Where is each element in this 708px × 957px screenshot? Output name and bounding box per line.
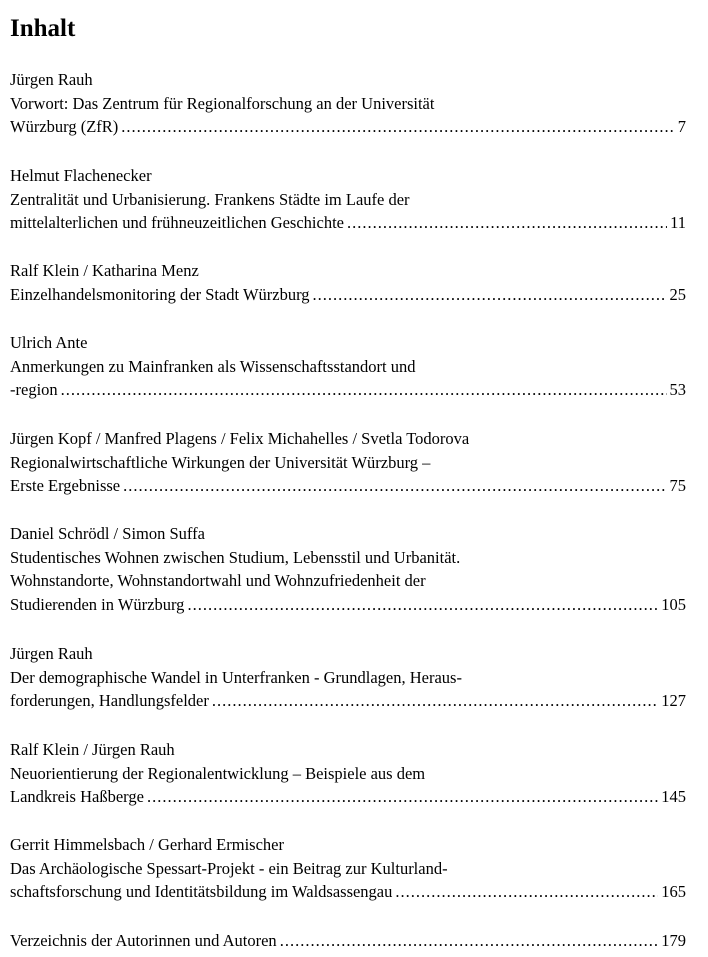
toc-entry: [10, 833, 686, 904]
toc-entry: [10, 68, 686, 139]
entry-title-line: Wohnstandorte, Wohnstandortwahl und Wohnzufriedenheit der: [10, 571, 426, 591]
entry-page-number: 127: [661, 691, 686, 711]
entry-authors: Jürgen Rauh: [10, 70, 93, 89]
entry-page-number: 75: [669, 476, 686, 496]
dot-leader: [147, 785, 658, 809]
entry-page-number: 53: [669, 380, 686, 400]
entry-title-end: Einzelhandelsmonitoring der Stadt Würzburg: [10, 284, 310, 304]
entry-final-line: [10, 211, 686, 235]
toc-entry: [10, 642, 686, 713]
entry-final-line: [10, 593, 686, 617]
entry-page-number: 145: [661, 787, 686, 807]
entry-authors: Helmut Flachenecker: [10, 166, 152, 185]
entry-title-end: mittelalterlichen und frühneuzeitlichen Geschichte: [10, 213, 344, 233]
entry-final-line: [10, 929, 686, 953]
entry-title-end: Studierenden in Würzburg: [10, 594, 185, 614]
dot-leader: [212, 689, 658, 713]
entry-final-line: [10, 880, 686, 904]
toc-entry: [10, 522, 686, 616]
entry-title-end: Verzeichnis der Autorinnen und Autoren: [10, 931, 277, 950]
entry-authors: Jürgen Kopf / Manfred Plagens / Felix Michahelles / Svetla Todorova: [10, 429, 470, 448]
entry-authors: Ulrich Ante: [10, 333, 88, 352]
entry-authors: Jürgen Rauh: [10, 644, 93, 663]
entry-authors: Ralf Klein / Katharina Menz: [10, 261, 199, 280]
entry-title-line: Studentisches Wohnen zwischen Studium, Lebensstil und Urbanität.: [10, 547, 461, 567]
toc-entry: [10, 164, 686, 235]
dot-leader: [280, 929, 659, 953]
entry-title-end: Landkreis Haßberge: [10, 787, 144, 807]
entry-page-number: 25: [669, 284, 686, 304]
toc-entry: [10, 331, 686, 402]
entry-final-line: [10, 115, 686, 139]
entry-authors: Gerrit Himmelsbach / Gerhard Ermischer: [10, 835, 284, 854]
entry-title-line: Regionalwirtschaftliche Wirkungen der Universität Würzburg –: [10, 452, 431, 472]
entry-final-line: [10, 689, 686, 713]
dot-leader: [187, 593, 658, 617]
entry-page-number: 179: [661, 931, 686, 950]
dot-leader: [121, 115, 674, 139]
entry-page-number: 105: [661, 594, 686, 614]
entry-final-line: [10, 785, 686, 809]
entry-page-number: 165: [661, 882, 686, 902]
toc-entry: [10, 427, 686, 498]
dot-leader: [123, 474, 666, 498]
entry-page-number: 11: [670, 213, 686, 233]
entry-title-line: Anmerkungen zu Mainfranken als Wissenschaftsstandort und: [10, 356, 416, 376]
entry-title-line: Der demographische Wandel in Unterfranken - Grundlagen, Heraus-: [10, 667, 462, 687]
page-title: Inhalt: [10, 15, 76, 42]
dot-leader: [313, 283, 667, 307]
dot-leader: [347, 211, 667, 235]
entry-page-number: 7: [677, 117, 686, 137]
entry-title-end: -region: [10, 380, 58, 400]
entry-final-line: [10, 283, 686, 307]
entry-final-line: [10, 378, 686, 402]
dot-leader: [395, 880, 658, 904]
entry-title-end: forderungen, Handlungsfelder: [10, 691, 209, 711]
toc-entry: [10, 738, 686, 809]
dot-leader: [61, 378, 667, 402]
entry-authors: Daniel Schrödl / Simon Suffa: [10, 524, 205, 543]
entry-title-line: Vorwort: Das Zentrum für Regionalforschung an der Universität: [10, 93, 435, 113]
toc-entry: [10, 259, 686, 306]
entry-title-end: schaftsforschung und Identitätsbildung im Waldsassengau: [10, 882, 393, 902]
entry-title-end: Würzburg (ZfR): [10, 117, 119, 137]
entry-authors: Ralf Klein / Jürgen Rauh: [10, 740, 175, 759]
entry-final-line: [10, 474, 686, 498]
entry-title-line: Das Archäologische Spessart-Projekt - ein Beitrag zur Kulturland-: [10, 858, 448, 878]
toc-entry: [10, 929, 686, 953]
entry-title-line: Neuorientierung der Regionalentwicklung – Beispiele aus dem: [10, 763, 426, 783]
entry-title-end: Erste Ergebnisse: [10, 476, 121, 496]
entry-title-line: Zentralität und Urbanisierung. Frankens Städte im Laufe der: [10, 189, 410, 209]
